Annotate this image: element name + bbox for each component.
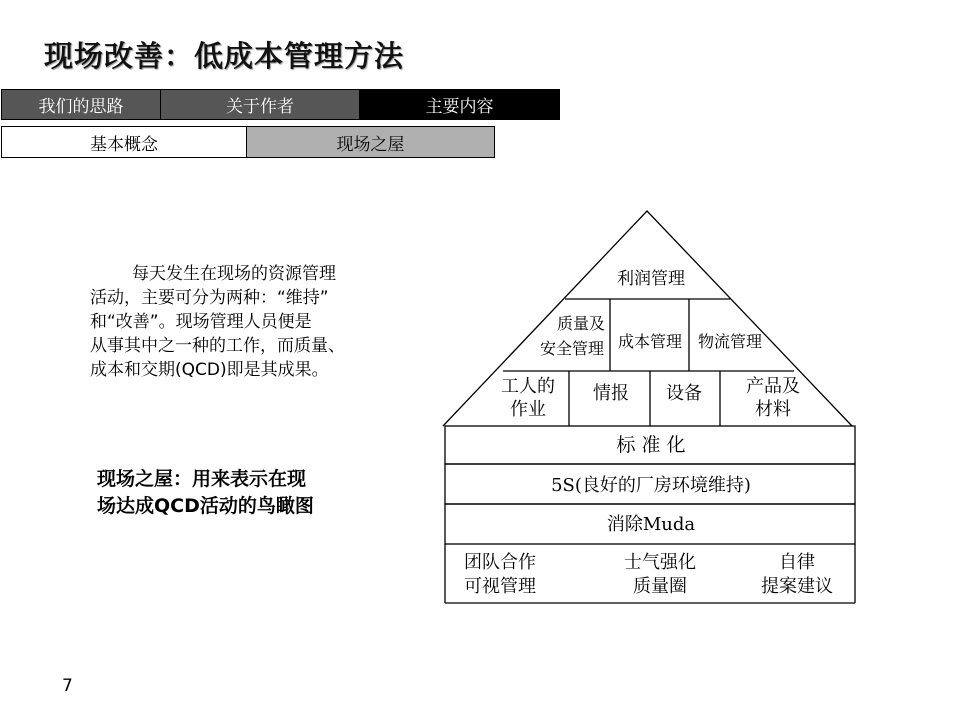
- house-caption: [97, 466, 397, 520]
- caption-line: 现场之屋：用来表示在现: [97, 468, 307, 490]
- logistics-management-label: 物流管理: [697, 332, 763, 351]
- cost-management-label: 成本管理: [617, 332, 683, 351]
- body-line: 活动，主要可分为两种：“维持”: [90, 288, 329, 308]
- quality-safety-label: 质量及: [556, 314, 606, 333]
- standardization-label: 标 准 化: [616, 434, 686, 456]
- caption-line: 场达成QCD活动的鸟瞰图: [97, 495, 314, 517]
- suggestion-system-label: 提案建议: [761, 576, 833, 597]
- five-s-label: 5S(良好的厂房环境维持): [551, 475, 751, 496]
- tab-about-author[interactable]: 关于作者: [161, 89, 360, 120]
- tab-main-content[interactable]: 主要内容: [360, 89, 560, 120]
- profit-management-label: 利润管理: [617, 269, 685, 289]
- morale-label: 士气强化: [624, 552, 696, 573]
- page-number: 7: [62, 676, 73, 696]
- body-paragraph: [90, 262, 420, 382]
- body-line: 从事其中之一种的工作，而质量、: [90, 336, 345, 356]
- tab-our-approach[interactable]: 我们的思路: [1, 89, 161, 120]
- tab-basic-concepts[interactable]: 基本概念: [1, 126, 247, 158]
- body-line: 成本和交期(QCD)即是其成果。: [90, 360, 329, 380]
- worker-operations-label: 工人的: [501, 376, 555, 397]
- house-of-gemba-diagram: [440, 205, 860, 610]
- products-materials-label: 材料: [755, 399, 791, 420]
- page-title: 现场改善：低成本管理方法: [44, 39, 405, 73]
- tab-house-of-gemba[interactable]: 现场之屋: [247, 126, 495, 158]
- primary-nav: [1, 89, 560, 120]
- information-label: 情报: [593, 383, 629, 404]
- teamwork-label: 团队合作: [464, 552, 536, 573]
- self-discipline-label: 自律: [779, 552, 815, 573]
- body-line: 每天发生在现场的资源管理: [132, 264, 336, 284]
- eliminate-muda-label: 消除Muda: [606, 514, 696, 535]
- body-line: 和“改善”。现场管理人员便是: [90, 312, 312, 332]
- quality-safety-label: 安全管理: [539, 339, 605, 358]
- quality-circle-label: 质量圈: [633, 576, 687, 597]
- worker-operations-label: 作业: [510, 399, 546, 420]
- equipment-label: 设备: [666, 383, 702, 404]
- products-materials-label: 产品及: [746, 376, 800, 397]
- visual-management-label: 可视管理: [464, 576, 536, 597]
- secondary-nav: [1, 126, 495, 158]
